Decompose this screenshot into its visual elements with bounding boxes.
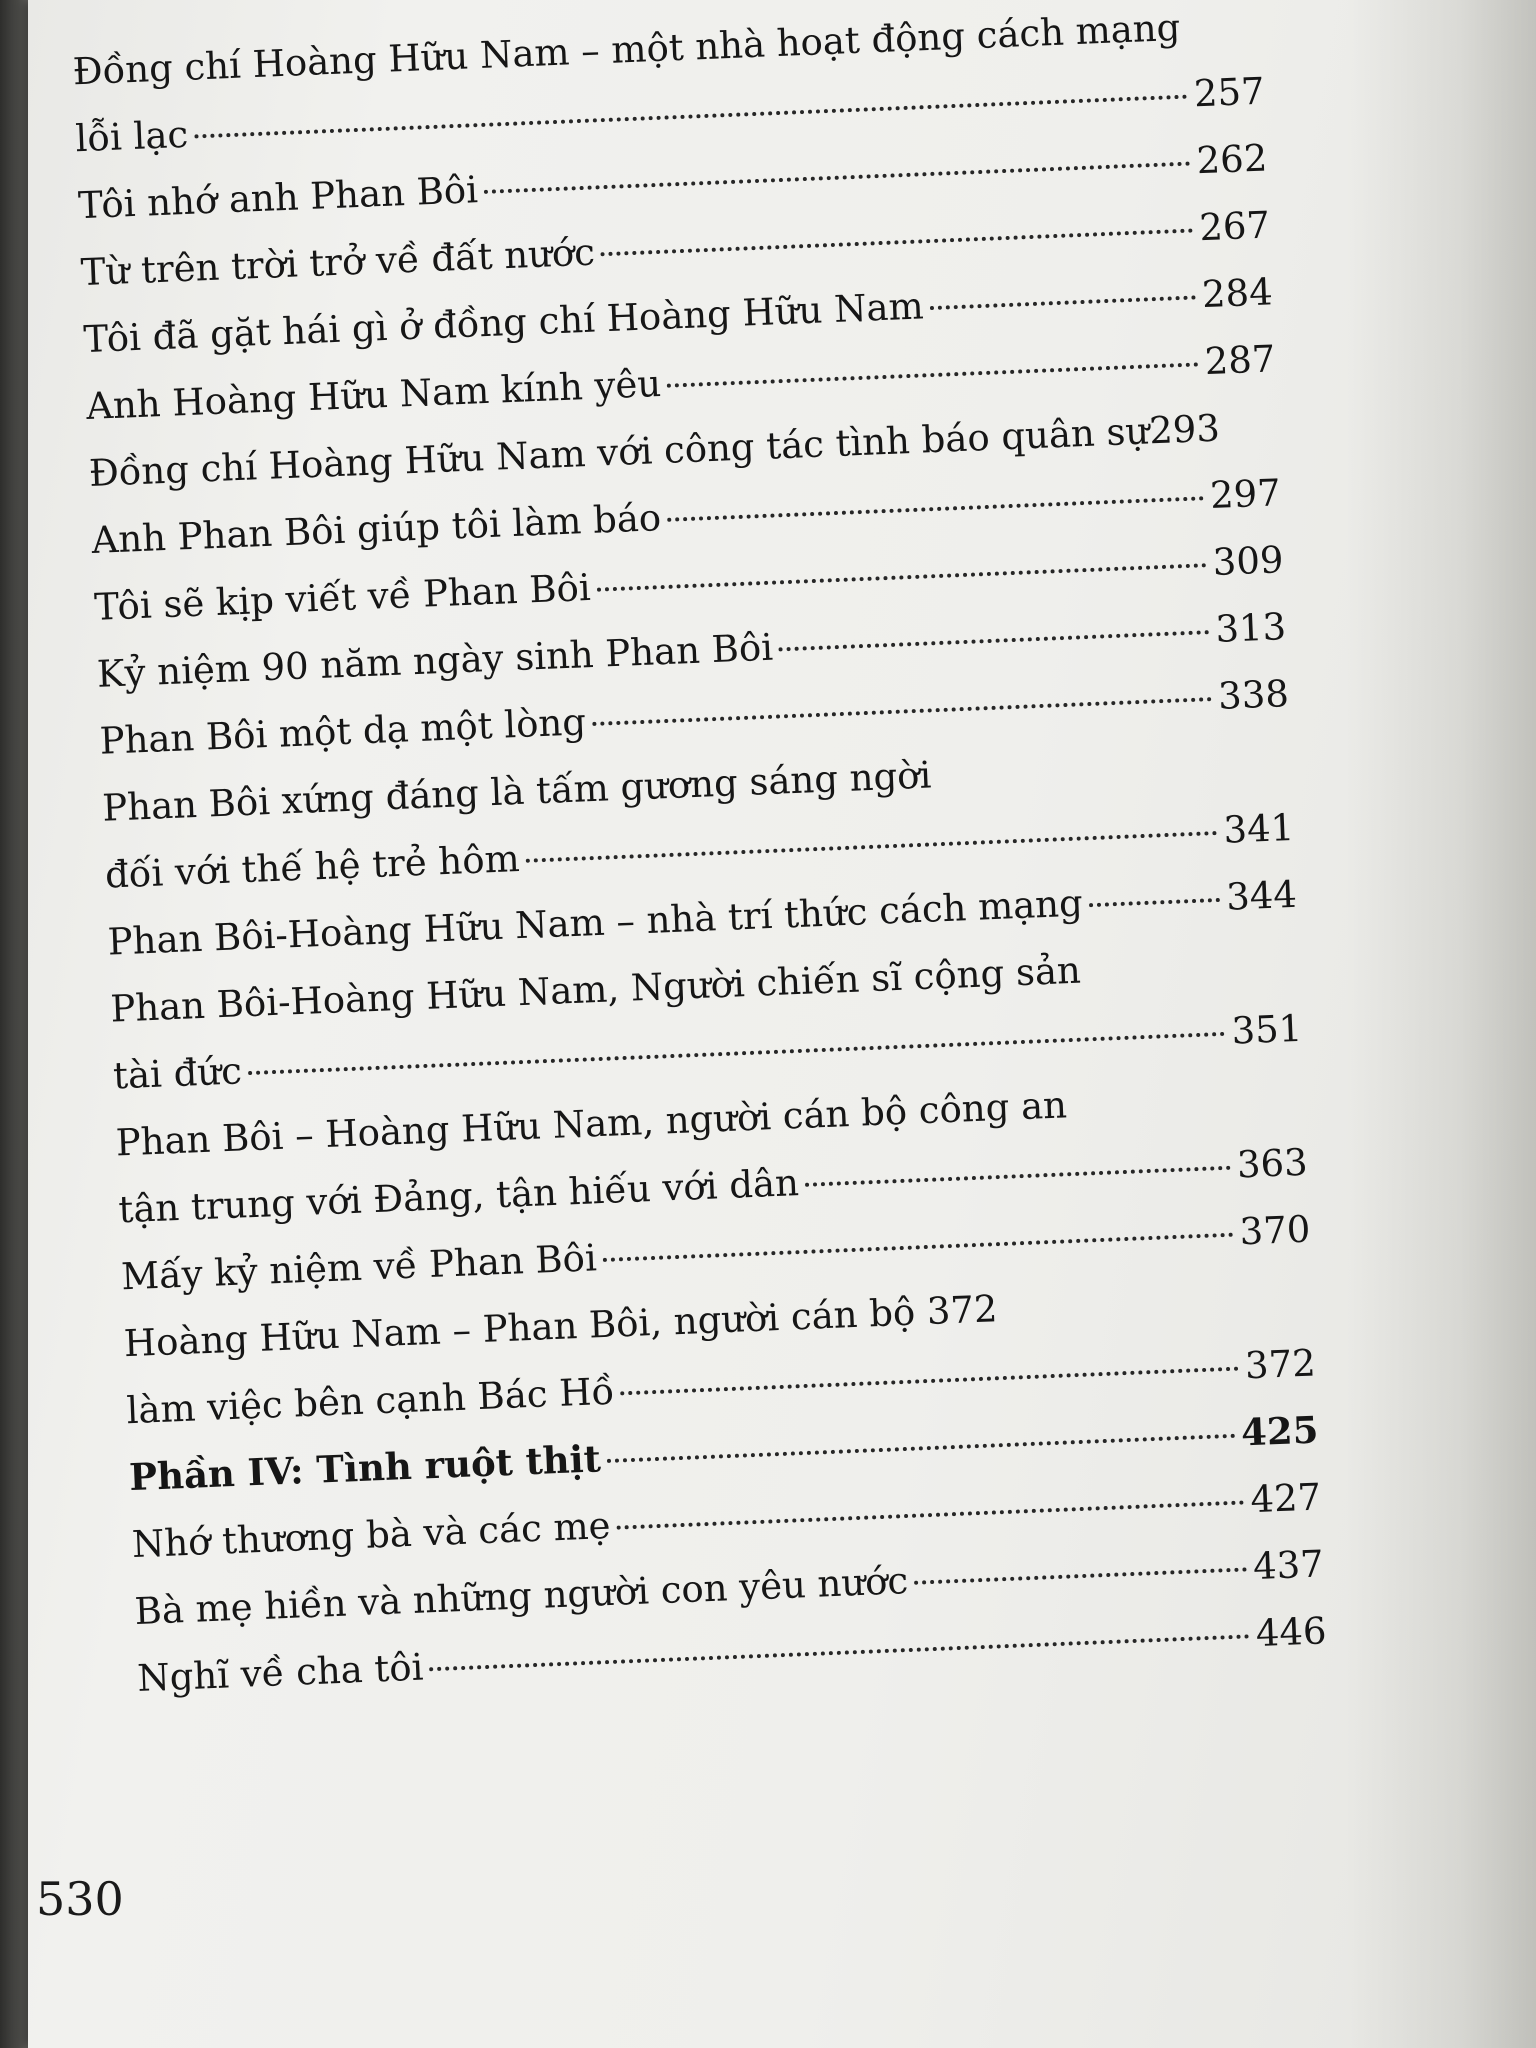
toc-entry-title-line1: Phan Bôi – Hoàng Hữu Nam, người cán bộ công an	[114, 1083, 1068, 1165]
dot-leader	[484, 162, 1191, 194]
toc-entry-title: Phan Bôi-Hoàng Hữu Nam – nhà trí thức cách mạng	[106, 881, 1084, 964]
toc-entry-page: 297	[1209, 471, 1282, 518]
toc-entry-page: 437	[1252, 1542, 1325, 1589]
toc-entry-page: 313	[1214, 605, 1287, 651]
toc-entry-title: Tôi đã gặt hái gì ở đồng chí Hoàng Hữu Nam	[82, 284, 925, 362]
dot-leader	[607, 1434, 1236, 1463]
toc-entry-title: Anh Phan Bôi giúp tôi làm báo	[90, 496, 662, 562]
table-of-contents	[71, 0, 1327, 1712]
toc-entry-page: 257	[1193, 69, 1266, 116]
dot-leader	[779, 630, 1210, 651]
toc-entry-title: Từ trên trời trở về đất nước	[80, 230, 596, 295]
toc-entry-title: Kỷ niệm 90 năm ngày sinh Phan Bôi	[96, 625, 774, 696]
toc-entry-title: đối với thế hệ trẻ hôm	[104, 837, 521, 897]
toc-entry-title-line1: Đồng chí Hoàng Hữu Nam – một nhà hoạt động cách mạng	[71, 5, 1182, 94]
dot-leader	[429, 1634, 1250, 1671]
toc-entry-page: 372	[1244, 1341, 1317, 1388]
toc-entry-title: Nghĩ về cha tôi	[136, 1645, 425, 1701]
toc-entry-title: Bà mẹ hiền và những người con yêu nước	[133, 1559, 910, 1634]
dot-leader	[194, 95, 1188, 139]
toc-entry-page: 425	[1240, 1407, 1320, 1455]
toc-entry-title: Nhớ thương bà và các mẹ	[131, 1503, 612, 1567]
toc-entry-title-line1: Phan Bôi xứng đáng là tấm gương sáng ngời	[101, 753, 933, 830]
dot-leader	[914, 1567, 1247, 1584]
dot-leader	[667, 362, 1199, 387]
dot-leader	[930, 295, 1197, 310]
dot-leader	[1089, 898, 1221, 907]
dot-leader	[603, 1233, 1234, 1262]
toc-entry-page: 363	[1236, 1140, 1309, 1187]
toc-entry-title: Phan Bôi một dạ một lòng	[98, 700, 587, 763]
toc-entry-title: Anh Hoàng Hữu Nam kính yêu	[85, 361, 662, 429]
dot-leader	[592, 697, 1212, 726]
toc-entry-page: 446	[1254, 1609, 1328, 1656]
toc-entry-page: 341	[1222, 805, 1295, 852]
dot-leader	[620, 1367, 1239, 1396]
toc-part-title: Phần IV: Tình ruột thịt	[128, 1436, 602, 1500]
toc-entry-page: 427	[1249, 1475, 1322, 1522]
toc-entry-title-line1: Hoàng Hữu Nam – Phan Bôi, người cán bộ 372	[123, 1287, 999, 1366]
toc-entry-page: 338	[1217, 672, 1290, 718]
toc-entry-title: tận trung với Đảng, tận hiếu với dân	[117, 1161, 800, 1232]
toc-entry-title-line1: Phan Bôi-Hoàng Hữu Nam, Người chiến sĩ cộng sản	[109, 948, 1082, 1031]
page-number: 530	[36, 1872, 124, 1926]
toc-entry-title: tài đức	[112, 1049, 243, 1098]
dot-leader	[597, 563, 1207, 592]
dot-leader	[601, 228, 1194, 256]
toc-entry-title: Mấy kỷ niệm về Phan Bôi	[120, 1236, 598, 1299]
dot-leader	[616, 1500, 1244, 1529]
dot-leader	[526, 831, 1218, 863]
toc-entry-page: 267	[1198, 203, 1271, 250]
toc-entry-page: 344	[1225, 872, 1298, 919]
toc-entry-page: 309	[1211, 538, 1285, 584]
toc-entry-page: 351	[1230, 1006, 1304, 1053]
toc-entry-title: lỗi lạc	[74, 112, 189, 161]
toc-entry-page: 284	[1201, 270, 1274, 317]
dot-leader	[805, 1166, 1231, 1187]
toc-entry-page: 287	[1203, 337, 1277, 384]
toc-entry-page: 262	[1195, 136, 1269, 183]
toc-entry-title: làm việc bên cạnh Bác Hồ	[125, 1369, 615, 1433]
toc-entry-page: 370	[1238, 1207, 1312, 1254]
toc-entry-title: Đồng chí Hoàng Hữu Nam với công tác tình báo quân sự	[88, 409, 1151, 495]
dot-leader	[248, 1032, 1226, 1075]
toc-entry-title: Tôi sẽ kịp viết về Phan Bôi	[93, 565, 592, 629]
dot-leader	[667, 496, 1204, 522]
toc-entry-page: 293	[1148, 406, 1221, 453]
toc-entry-title: Tôi nhớ anh Phan Bôi	[77, 168, 479, 228]
